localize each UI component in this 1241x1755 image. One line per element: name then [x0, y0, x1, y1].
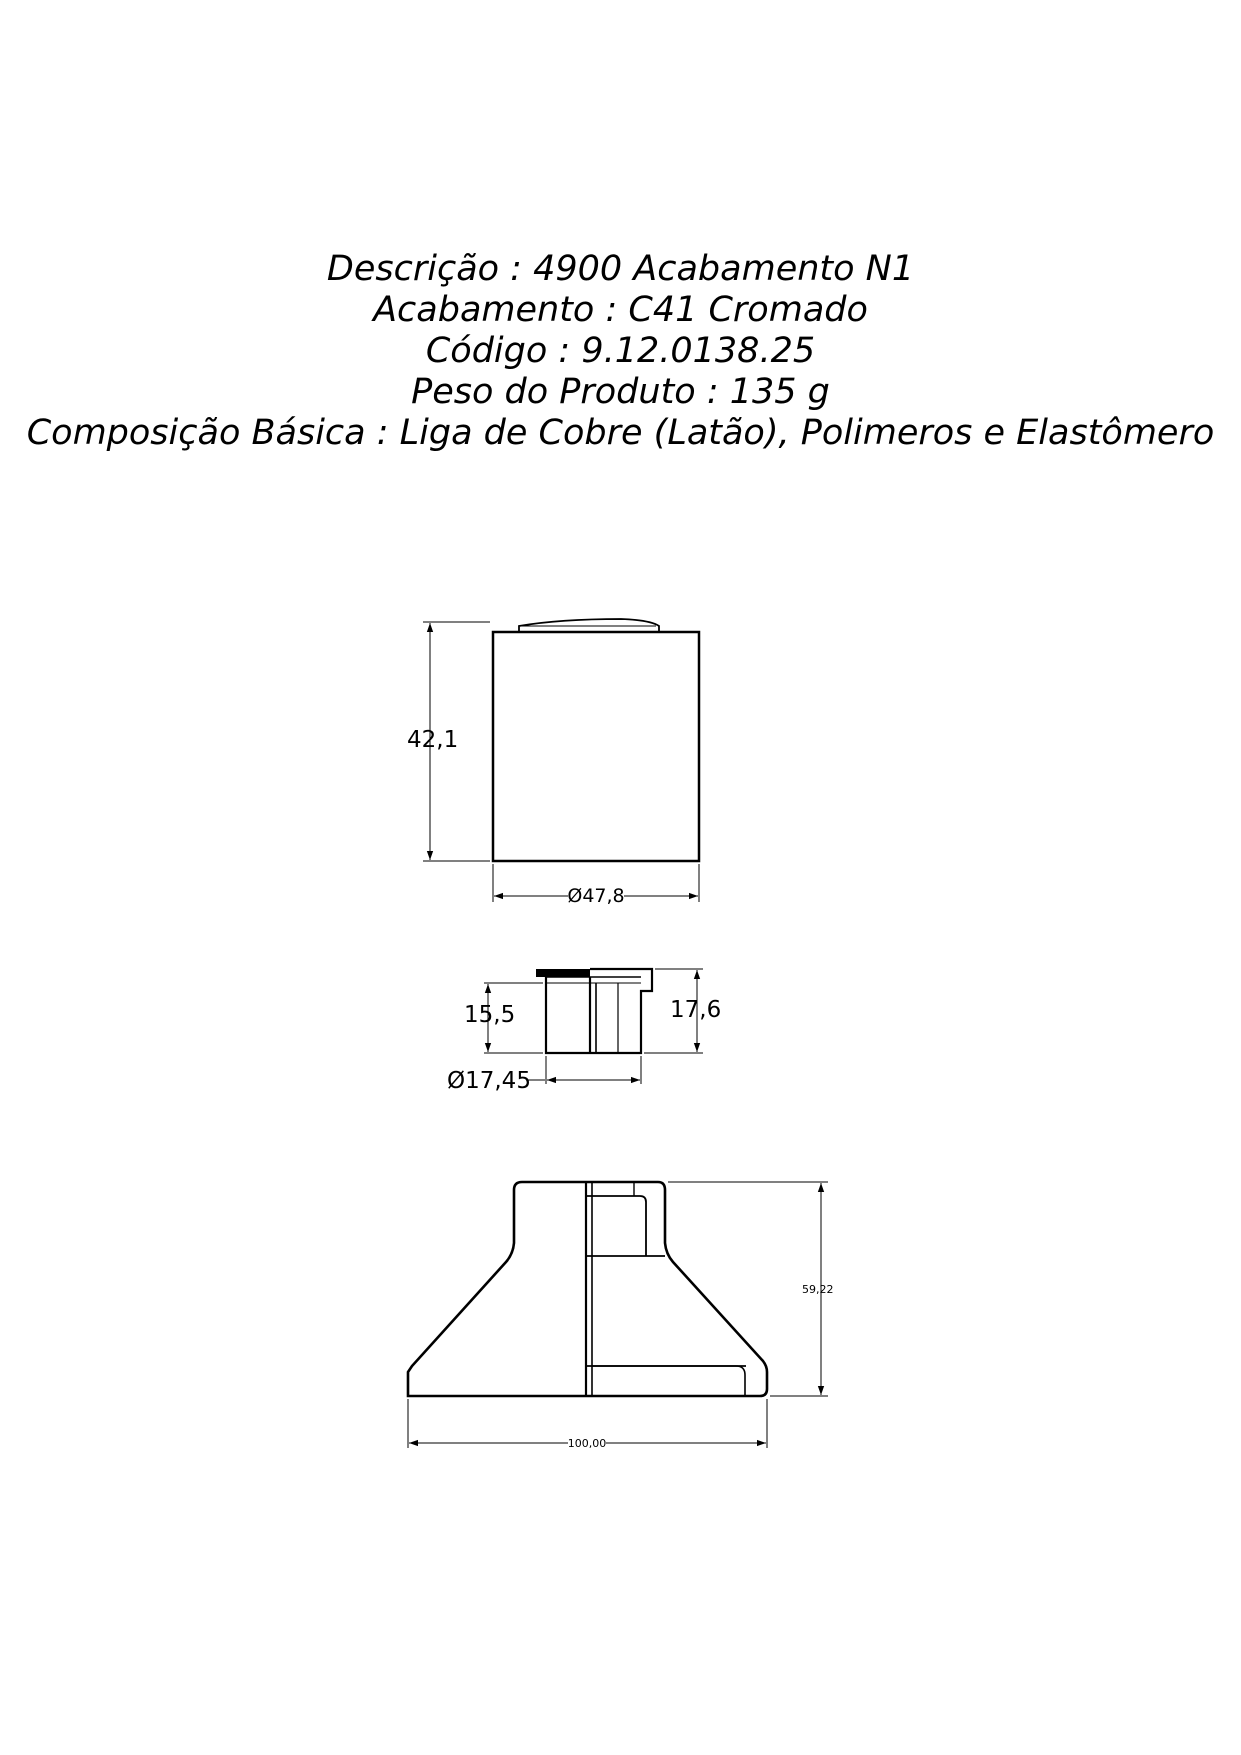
base-width-label: 100,00: [567, 1437, 607, 1450]
spec-codigo: Código : 9.12.0138.25: [425, 331, 816, 371]
knob-body: [493, 632, 699, 861]
adapter-view: [447, 969, 721, 1094]
adapter-diameter-label: Ø17,45: [447, 1068, 531, 1094]
spec-acabamento: Acabamento : C41 Cromado: [373, 290, 868, 330]
spec-descricao: Descrição : 4900 Acabamento N1: [326, 249, 915, 289]
adapter-height-left-label: 15,5: [464, 1002, 516, 1028]
adapter-height-right-label: 17,6: [670, 997, 722, 1023]
knob-height-label: 42,1: [407, 727, 459, 753]
knob-diameter-label: Ø47,8: [567, 885, 625, 907]
adapter-outline: [546, 969, 652, 1053]
adapter-knurled-ring: [536, 969, 590, 977]
spec-peso: Peso do Produto : 135 g: [411, 372, 830, 412]
knob-view: [407, 619, 699, 907]
base-height-label: 59,22: [802, 1283, 834, 1296]
spec-composicao: Composição Básica : Liga de Cobre (Latão), Polimeros e Elastômero: [26, 413, 1215, 453]
base-view: [408, 1182, 834, 1450]
base-outline: [408, 1182, 767, 1396]
